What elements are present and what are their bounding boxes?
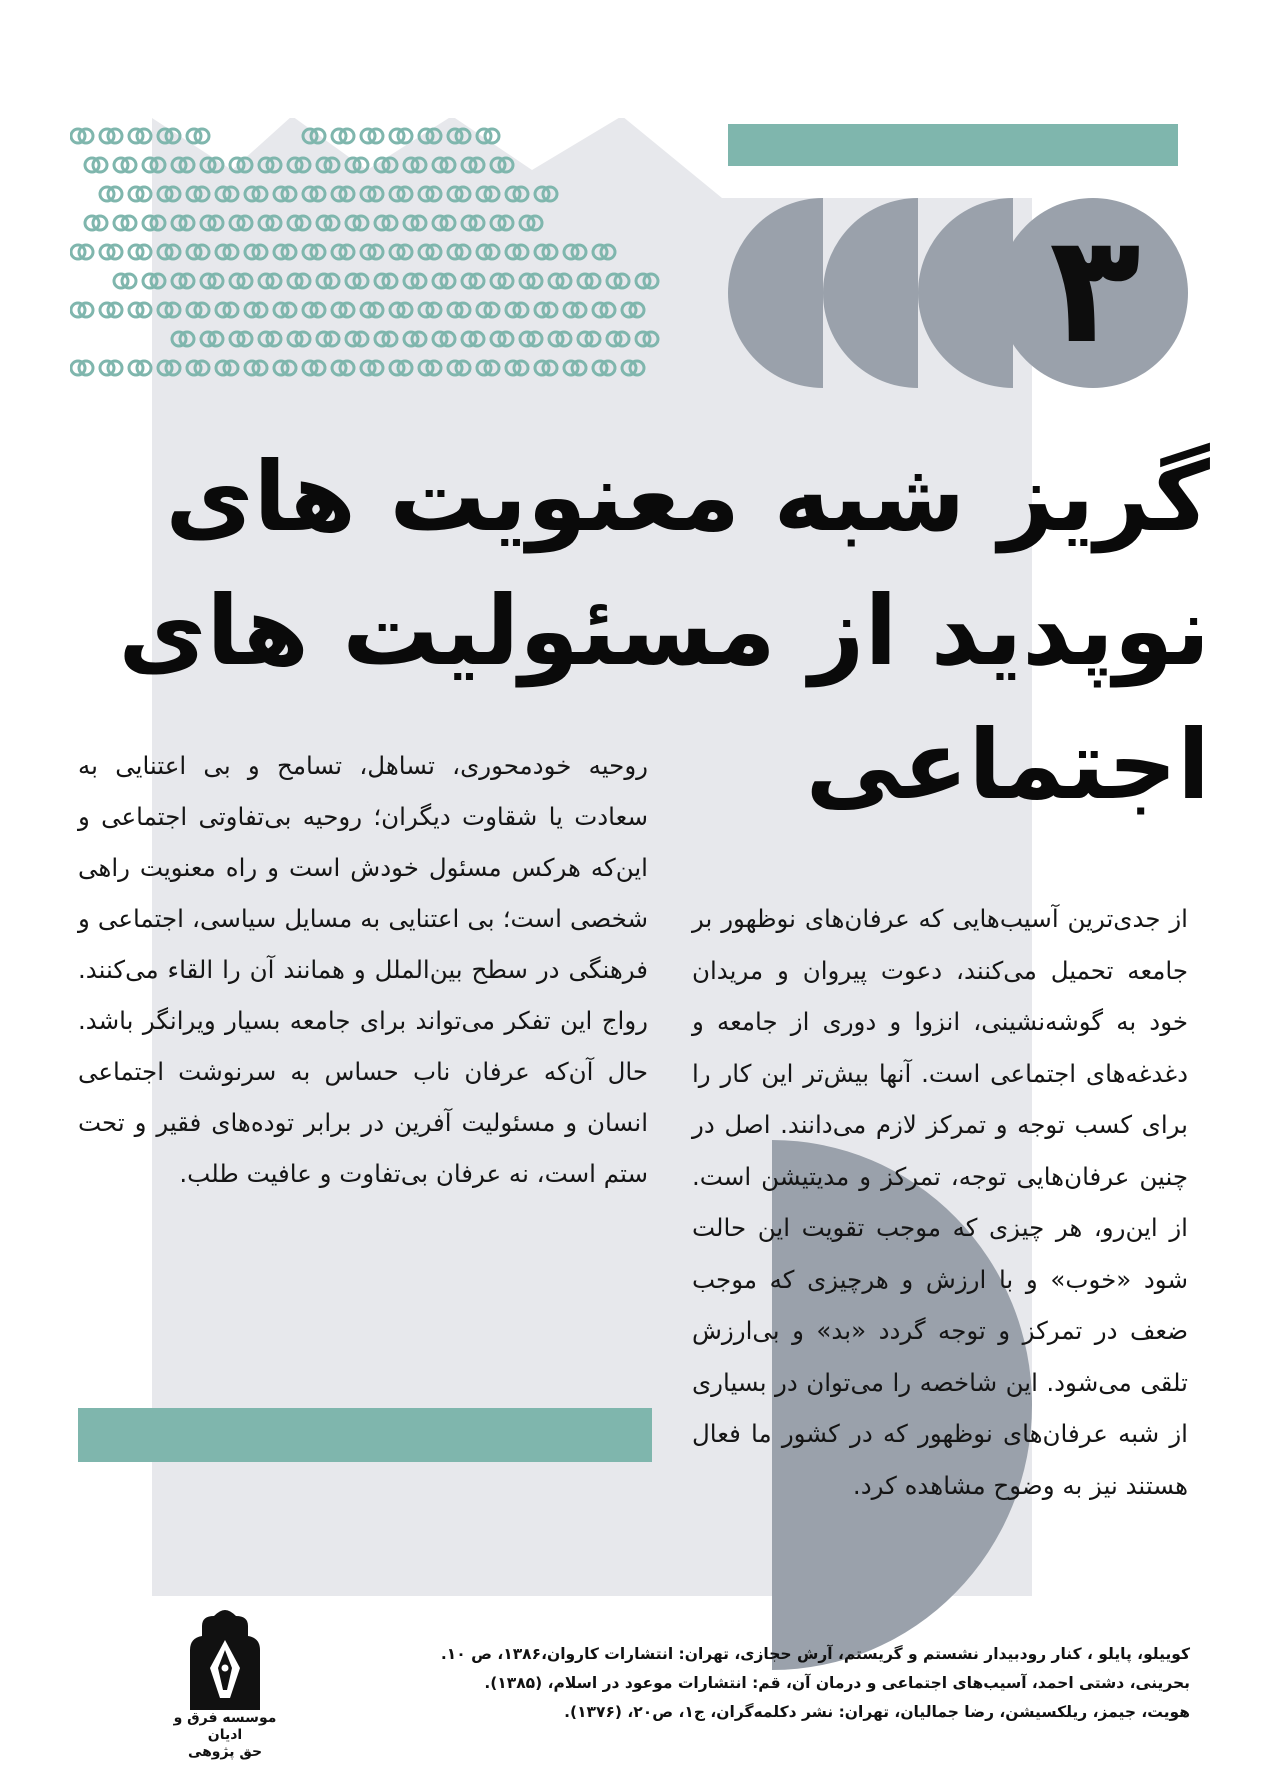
- ring-pattern-decoration: [70, 124, 670, 394]
- mosque-pen-icon: [180, 1610, 270, 1710]
- title-line-2: نوپدید از مسئولیت های: [118, 575, 1210, 687]
- reference-1: کوییلو، پایلو ، کنار رودبیدار نشستم و گریستم، آرش حجازی، تهران: انتشارات کاروان،۱۳۸۶، ص ۱۰.: [440, 1645, 1190, 1663]
- title-line-1: گریز شبه معنویت های: [165, 441, 1210, 553]
- references: [430, 1640, 1190, 1727]
- title-line-3: اجتماعی: [805, 709, 1210, 821]
- top-teal-bar: [728, 124, 1178, 166]
- institute-logo: [165, 1610, 285, 1760]
- right-paragraph: از جدی‌ترین آسیب‌هایی که عرفان‌های نوظهور بر جامعه تحمیل می‌کنند، دعوت پیروان و مریدان خود به گوشه‌نشینی، انزوا و دوری از جامعه و دغدغه‌های اجتماعی است. آنها بیش‌تر این کار را برای کسب توجه و تمرکز لازم می‌دانند. اصل در چنین عرفان‌هایی توجه، تمرکز و مدیتیشن است. از این‌رو، هر چیزی که موجب تقویت این حالت شود «خوب» و با ارزش و هرچیزی که موجب ضعف در تمرکز و توجه گردد «بد» و بی‌ارزش تلقی می‌شود. این شاخصه را می‌توان در بسیاری از شبه عرفان‌های نوظهور که در کشور ما فعال هستند نیز به وضوح مشاهده کرد.: [692, 904, 1188, 1500]
- logo-name-line-1: موسسه فرق و ادیان: [173, 1710, 277, 1743]
- left-paragraph: روحیه خودمحوری، تساهل، تسامح و بی اعتنایی به سعادت یا شقاوت دیگران؛ روحیه بی‌تفاوتی اجتماعی و این‌که هرکس مسئول خودش است و راه معنویت راهی شخصی است؛ بی اعتنایی به مسایل سیاسی، اجتماعی و فرهنگی در سطح بین‌الملل و همانند آن را القاء می‌کنند. رواج این تفکر می‌تواند برای جامعه بسیار ویرانگر باشد. حال آن‌که عرفان ناب حساس به سرنوشت اجتماعی انسان و مسئولیت آفرین در برابر توده‌های فقیر و تحت ستم است، نه عرفان بی‌تفاوت و عافیت طلب.: [78, 751, 648, 1188]
- reference-3: هویت، جیمز، ریلکسیشن، رضا جمالیان، تهران: نشر دکلمه‌گران، ج۱، ص۲۰، (۱۳۷۶).: [564, 1703, 1190, 1721]
- reference-2: بحرینی، دشتی احمد، آسیب‌های اجتماعی و درمان آن، قم: انتشارات موعود در اسلام، (۱۳۸۵).: [484, 1674, 1190, 1692]
- section-number: ۳: [1049, 203, 1141, 377]
- middle-teal-bar: [78, 1408, 652, 1462]
- logo-name-line-2: حق پژوهی: [187, 1744, 263, 1760]
